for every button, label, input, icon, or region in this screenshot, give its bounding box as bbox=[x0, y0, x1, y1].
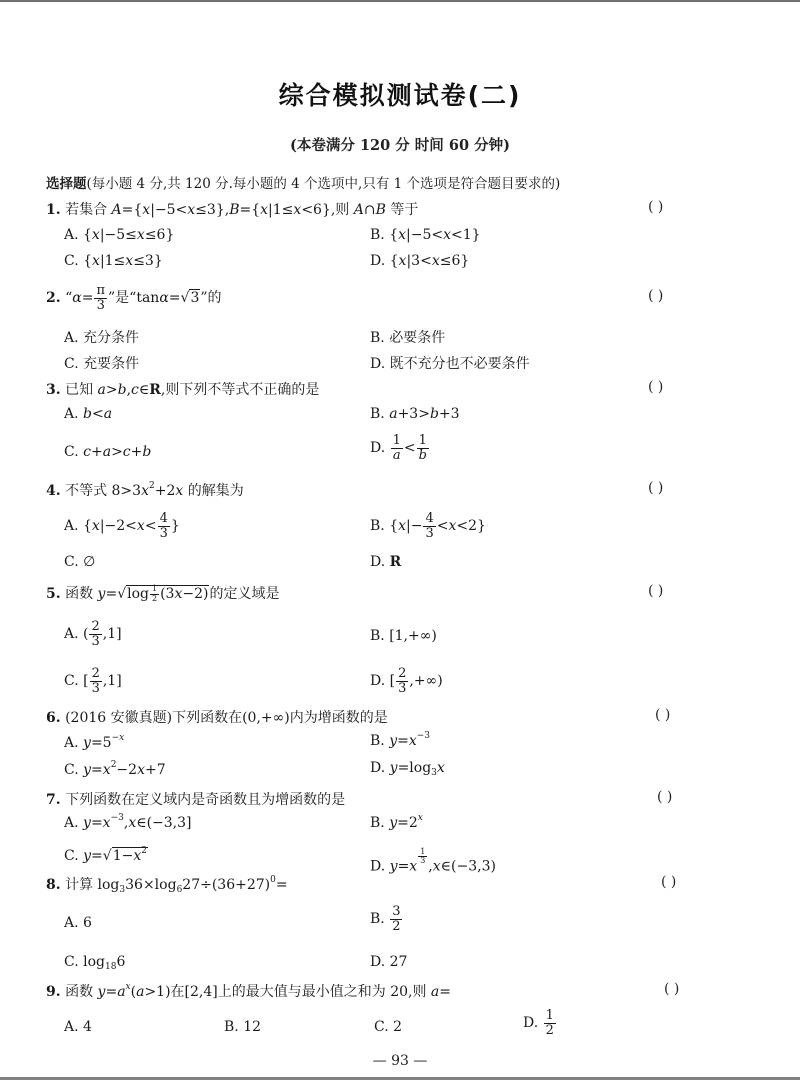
q5-option-d[interactable]: D. [ $\frac{2}{3}$ ,+∞) bbox=[370, 666, 443, 696]
question-stem: 不等式 $8>3x^2+2x$ 的解集为 bbox=[65, 481, 244, 499]
q7-option-c[interactable]: C. $y=√1-x^2$ bbox=[64, 846, 147, 864]
question-number: 6. bbox=[46, 710, 61, 726]
q6-option-b[interactable]: B. $y=x^{-3}$ bbox=[370, 731, 431, 749]
q6-option-a[interactable]: A. $y=5^{-x}$ bbox=[64, 733, 125, 751]
q8-option-b[interactable]: B. $\frac{3}{2}$ bbox=[370, 904, 401, 934]
question-5 bbox=[46, 583, 279, 603]
q2-option-c[interactable]: C. 充要条件 bbox=[64, 356, 140, 372]
question-number: 2. bbox=[46, 290, 61, 307]
question-stem: 计算 $\log_336\times\log_627\div(36+27)^0=$ bbox=[65, 875, 288, 895]
question-8 bbox=[46, 874, 288, 894]
question-number: 4. bbox=[46, 483, 61, 499]
page-title: 综合模拟测试卷(二) bbox=[278, 81, 522, 110]
q3-option-d[interactable]: D. $\frac{1}{a}$ < $\frac{1}{b}$ bbox=[370, 433, 427, 463]
q1-option-a[interactable]: A. {x|−5≤x≤6} bbox=[64, 227, 175, 243]
q9-option-a[interactable]: A. 4 bbox=[64, 1019, 92, 1035]
q3-option-c[interactable]: C. c+a>c+b bbox=[64, 444, 152, 460]
q5-option-a[interactable]: A. ( $\frac{2}{3}$ ,1] bbox=[64, 619, 122, 649]
q2-option-b[interactable]: B. 必要条件 bbox=[370, 330, 446, 346]
q8-option-d[interactable]: D. 27 bbox=[370, 954, 408, 970]
question-7 bbox=[46, 789, 345, 809]
q7-option-b[interactable]: B. $y=2^x$ bbox=[370, 813, 423, 831]
q1-option-d[interactable]: D. {x|3<x≤6} bbox=[370, 253, 470, 269]
question-9 bbox=[46, 981, 451, 1001]
q8-option-a[interactable]: A. 6 bbox=[64, 915, 92, 931]
q9-option-c[interactable]: C. 2 bbox=[374, 1019, 403, 1035]
question-number: 7. bbox=[46, 792, 61, 808]
question-number: 8. bbox=[46, 877, 61, 893]
question-1 bbox=[46, 199, 418, 219]
question-stem: “α= $\frac{\pi}{3}$ ”是“tanα=√3”的 bbox=[65, 283, 222, 313]
answer-blank-7[interactable]: ( ) bbox=[657, 789, 673, 805]
answer-blank-9[interactable]: ( ) bbox=[664, 981, 680, 997]
question-number: 1. bbox=[46, 202, 61, 218]
q9-option-b[interactable]: B. 12 bbox=[224, 1019, 262, 1035]
section-instructions: (每小题 4 分,共 120 分.每小题的 4 个选项中,只有 1 个选项是符合题目要求的) bbox=[86, 176, 561, 192]
answer-blank-5[interactable]: ( ) bbox=[648, 583, 664, 599]
q8-option-c[interactable]: C. $\log_{18}6$ bbox=[64, 954, 126, 972]
question-number: 9. bbox=[46, 984, 61, 1000]
question-number: 3. bbox=[46, 382, 61, 398]
q5-option-b[interactable]: B. [1,+∞) bbox=[370, 628, 437, 644]
question-3 bbox=[46, 379, 319, 399]
answer-blank-4[interactable]: ( ) bbox=[648, 480, 664, 496]
q9-option-d[interactable]: D. $\frac{1}{2}$ bbox=[523, 1008, 554, 1038]
q3-option-a[interactable]: A. b<a bbox=[64, 406, 113, 422]
question-number: 5. bbox=[46, 586, 61, 602]
q2-option-a[interactable]: A. 充分条件 bbox=[64, 330, 140, 346]
question-stem: 若集合 A={x|−5<x≤3},B={x|1≤x<6},则 A∩B 等于 bbox=[65, 202, 419, 218]
page-top-border bbox=[0, 0, 800, 2]
question-stem: 已知 a>b,c∈R,则下列不等式不正确的是 bbox=[65, 382, 320, 398]
q5-option-c[interactable]: C. [ $\frac{2}{3}$ ,1] bbox=[64, 666, 122, 696]
question-stem: 下列函数在定义域内是奇函数且为增函数的是 bbox=[65, 792, 346, 808]
exam-info: (本卷满分 120 分 时间 60 分钟) bbox=[290, 137, 510, 154]
q1-option-c[interactable]: C. {x|1≤x≤3} bbox=[64, 253, 163, 269]
q1-option-b[interactable]: B. {x|−5<x<1} bbox=[370, 227, 481, 243]
q4-option-d[interactable]: D. R bbox=[370, 554, 402, 570]
answer-blank-3[interactable]: ( ) bbox=[648, 379, 664, 395]
answer-blank-2[interactable]: ( ) bbox=[648, 288, 664, 304]
answer-blank-1[interactable]: ( ) bbox=[648, 199, 664, 215]
q6-option-d[interactable]: D. $y=\log_3x$ bbox=[370, 760, 445, 778]
question-stem: 函数 $y=a^x(a>1)$在[2,4]上的最大值与最小值之和为 20,则 a= bbox=[65, 982, 451, 1000]
question-4 bbox=[46, 480, 244, 500]
section-label: 选择题 bbox=[46, 176, 87, 192]
section-header bbox=[46, 172, 560, 192]
q4-option-a[interactable]: A. {x|−2<x< $\frac{4}{3}$ } bbox=[64, 511, 180, 541]
q2-option-d[interactable]: D. 既不充分也不必要条件 bbox=[370, 356, 530, 372]
q3-option-b[interactable]: B. a+3>b+3 bbox=[370, 406, 460, 422]
question-stem: 函数 y=√log $\frac{1}{2}$ (3x−2)的定义域是 bbox=[65, 584, 280, 603]
question-stem: (2016 安徽真题)下列函数在(0,+∞)内为增函数的是 bbox=[65, 710, 388, 726]
page-number: — 93 — bbox=[372, 1053, 428, 1069]
q7-option-a[interactable]: A. $y=x^{-3},x\in(-3,3]$ bbox=[64, 813, 192, 831]
q6-option-c[interactable]: C. $y=x^2-2x+7$ bbox=[64, 760, 166, 778]
answer-blank-8[interactable]: ( ) bbox=[661, 874, 677, 890]
q4-option-c[interactable]: C. ∅ bbox=[64, 554, 96, 570]
q4-option-b[interactable]: B. {x|− $\frac{4}{3}$ <x<2} bbox=[370, 511, 486, 541]
answer-blank-6[interactable]: ( ) bbox=[655, 707, 671, 723]
question-6 bbox=[46, 707, 388, 727]
question-2 bbox=[46, 284, 222, 312]
q7-option-d[interactable]: D. y=x $^{\frac{1}{3}}$ ,x∈(−3,3) bbox=[370, 847, 496, 875]
